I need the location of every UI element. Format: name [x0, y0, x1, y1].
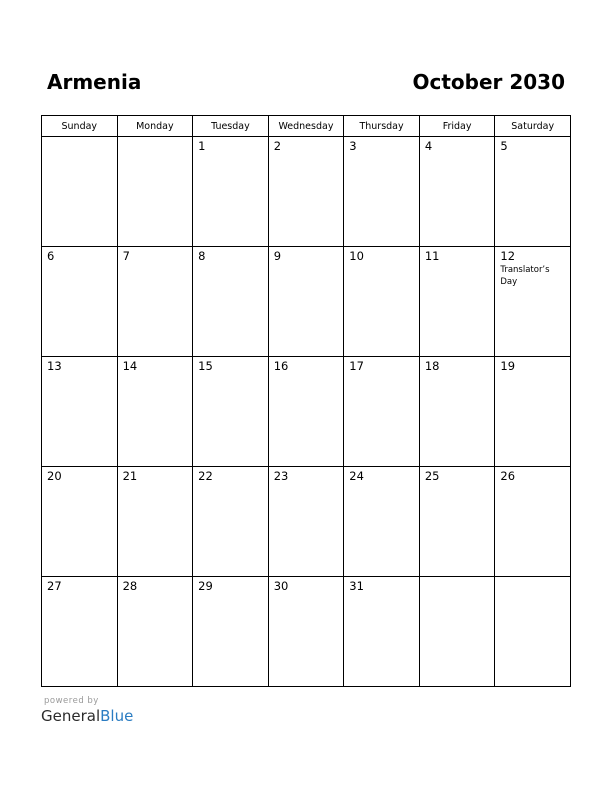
day-cell	[344, 467, 420, 577]
weekday-header: Tuesday	[193, 116, 269, 137]
day-number: 13	[47, 359, 62, 373]
day-number: 22	[198, 469, 213, 483]
weekday-header: Monday	[117, 116, 193, 137]
day-cell	[419, 247, 495, 357]
weekday-header: Saturday	[495, 116, 571, 137]
day-number: 2	[273, 139, 282, 153]
day-cell	[419, 467, 495, 577]
week-row	[42, 137, 571, 247]
day-cell	[419, 577, 495, 687]
day-number: 31	[349, 579, 364, 593]
weekday-header-row	[42, 116, 571, 137]
weekday-header: Thursday	[344, 116, 420, 137]
day-cell	[495, 467, 571, 577]
month-year-title: October 2030	[412, 70, 565, 94]
day-number: 12	[500, 249, 516, 263]
day-number: 21	[122, 469, 138, 483]
day-cell	[117, 137, 193, 247]
day-cell	[419, 137, 495, 247]
day-cell	[193, 137, 269, 247]
day-number	[42, 137, 117, 140]
day-cell	[42, 577, 118, 687]
brand-logo	[41, 707, 241, 725]
day-number: 26	[500, 469, 516, 483]
day-number: 16	[273, 359, 289, 373]
day-cell	[42, 467, 118, 577]
day-cell	[42, 357, 118, 467]
day-number: 23	[273, 469, 289, 483]
day-number: 6	[47, 249, 55, 263]
day-number	[420, 577, 495, 580]
week-row	[42, 357, 571, 467]
day-number: 19	[500, 359, 516, 373]
brand-general-text: General	[41, 707, 101, 725]
day-number: 18	[424, 359, 440, 373]
day-number: 1	[198, 139, 206, 153]
day-cell	[117, 357, 193, 467]
day-cell	[193, 577, 269, 687]
day-cell	[419, 357, 495, 467]
day-number: 27	[47, 579, 62, 593]
day-cell	[495, 357, 571, 467]
footer-branding	[41, 696, 241, 732]
day-number: 5	[500, 139, 508, 153]
day-number: 9	[273, 249, 282, 263]
day-number: 20	[47, 469, 62, 483]
day-number: 8	[198, 249, 206, 263]
day-cell	[495, 247, 571, 357]
day-cell	[268, 467, 344, 577]
day-cell	[495, 137, 571, 247]
day-cell	[117, 467, 193, 577]
day-cell	[268, 577, 344, 687]
weekday-header: Friday	[419, 116, 495, 137]
day-number: 10	[349, 249, 364, 263]
day-number: 14	[122, 359, 138, 373]
day-cell	[268, 137, 344, 247]
day-cell	[42, 247, 118, 357]
day-number: 24	[349, 469, 364, 483]
day-cell	[193, 247, 269, 357]
day-number: 28	[122, 579, 138, 593]
day-cell	[193, 357, 269, 467]
day-cell	[495, 577, 571, 687]
day-cell	[344, 357, 420, 467]
day-number: 29	[198, 579, 213, 593]
week-row	[42, 577, 571, 687]
weekday-header: Wednesday	[268, 116, 344, 137]
day-number: 30	[273, 579, 289, 593]
powered-by-text: powered by	[44, 696, 99, 706]
week-row	[42, 247, 571, 357]
day-cell	[344, 247, 420, 357]
day-cell	[193, 467, 269, 577]
country-title: Armenia	[47, 70, 142, 94]
day-cell	[42, 137, 118, 247]
week-row	[42, 467, 571, 577]
brand-blue-text: Blue	[100, 707, 134, 725]
calendar-header	[41, 70, 571, 100]
weekday-header: Sunday	[42, 116, 118, 137]
day-number: 17	[349, 359, 364, 373]
day-cell	[344, 137, 420, 247]
day-cell	[117, 247, 193, 357]
day-number: 3	[349, 139, 357, 153]
day-number: 7	[122, 249, 130, 263]
day-number	[118, 137, 193, 140]
day-number: 25	[424, 469, 440, 483]
day-cell	[117, 577, 193, 687]
holiday-label: Translator’s Day	[500, 265, 550, 287]
calendar-grid	[41, 115, 571, 687]
day-number: 15	[198, 359, 213, 373]
day-number	[495, 577, 570, 580]
day-number: 4	[424, 139, 433, 153]
day-cell	[344, 577, 420, 687]
day-cell	[268, 357, 344, 467]
day-number: 11	[424, 249, 440, 263]
day-cell	[268, 247, 344, 357]
